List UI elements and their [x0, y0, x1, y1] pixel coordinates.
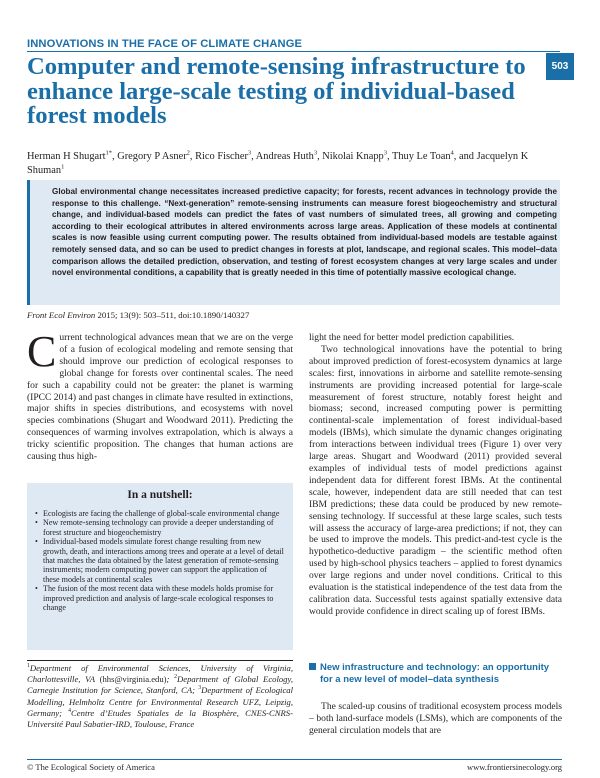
section-tag: INNOVATIONS IN THE FACE OF CLIMATE CHANGE [27, 38, 303, 50]
nutshell-list [35, 509, 285, 612]
right-column [309, 332, 562, 618]
nutshell-item: • Individual-based models simulate forest change resulting from new growth, death, and interactions among trees and operate at a level of detail that matches the data obtained by the latest generation of remote-sensing instruments; modern computing power can support the application of these models at continental scales [35, 537, 284, 584]
paragraph-two: Two technological innovations have the potential to bring about improved prediction of forest-ecosystem dynamics at large scales: first, innovations in airborne and satellite remote-sensing instruments are providing increased potential for large-scale measurement of forest structure, notably forest height and biomass; second, increased computing power is permitting continental-scale implementation of forest individual-based models (IBMs), which simulate the dynamic changes originating from interactions between individual trees (Figure 1) over very large areas. Shugart and Woodward (2011) provided several examples of individual tests of model predictions against independent data for different forest IBMs. At the continental scale, however, independent data are still needed that can test IBM predictions; these data could be produced by new remote-sensing technology. If successful at these large scales, such tests will assess the accuracy of large-area predictions; if not, they can be used to improve the models. This predict-and-test cycle is the hypothetico-deductive paradigm – the scientific method often used by high-school physics teachers – applied to forest dynamics over large regions and under novel conditions. Critical to this evaluation is the statistical independence of the test data from the calibration data. Successful tests against spatially extensive data would provide confidence in direct scaling up of forest IBMs. [309, 343, 562, 617]
author-affiliation-marker: 4 [450, 149, 454, 157]
author-list: Herman H Shugart$^{1*}$, Gregory P Asner$^2$, Rico Fischer$^3$, Andreas Huth$^3$, Nikolai Knapp$^3$, Thuy Le Toan$^4$, and Jacquelyn K Shuman$^1$ [27, 149, 529, 176]
abstract-text: Global environmental change necessitates increased predictive capacity; for forests, recent advances in technology provide the response to this challenge. “Next-generation” remote-sensing instruments can measure forest biogeochemistry and structural change, and individual-based models can predict the fates of vast numbers of simulated trees, all growing and competing according to their ecological attributes in altered environments across large areas. Application of these models at continental scales is now feasible using current computing power. The results obtained from individual-based models are testable against remotely sensed data, and so can be used to predict changes in forests at plot, landscape, and regional scales. This model–data comparison allows the detailed prediction, observation, and testing of forest ecosystem changes at very large scales and under novel environmental conditions, a capability that is greatly needed in this time of potentially massive ecological change. [52, 187, 557, 278]
author-affiliation-marker: 2 [186, 149, 190, 157]
author-name: Thuy Le Toan [392, 151, 451, 162]
author-affiliation-marker: 3 [313, 149, 318, 157]
author-name: Nikolai Knapp [322, 151, 384, 162]
drop-cap: C [27, 327, 57, 376]
page-number-tab: 503 [546, 53, 574, 80]
affiliations: $^1$Department of Environmental Sciences, University of Virginia, Charlottesville, VA (hhs@virginia.edu); $^2$Department of Global Ecology, Carnegie Institution for Science, Stanford, CA; $^3$Department of Ecological Modelling, Helmholtz Centre for Environmental Research UFZ, Leipzig, Germany; $^4$Centre d’Etudes Spatiales de la Biosphère, CNES-CNRS-Université Paul Sabatier-IRD, Toulouse, France [27, 663, 293, 730]
nutshell-item: • Ecologists are facing the challenge of global-scale environmental change [35, 509, 280, 518]
intro-paragraph [27, 327, 293, 463]
author-affiliation-marker: 1* [105, 149, 112, 157]
author-name: Herman H Shugart [27, 151, 106, 162]
citation-line [27, 310, 249, 320]
footer-copyright: © The Ecological Society of America [27, 762, 155, 772]
author-affiliation-marker: 1 [61, 163, 65, 171]
footer-website: www.frontiersinecology.org [466, 762, 562, 772]
author-name: Andreas Huth [255, 151, 314, 162]
nutshell-item: • The fusion of the most recent data with these models holds promise for improved prediction and analysis of large-scale ecological responses to change [35, 584, 274, 613]
nutshell-title: In a nutshell: [127, 489, 193, 501]
bullet-icon: • [35, 584, 38, 594]
author-affiliation-marker: 3 [247, 149, 252, 157]
article-title: Computer and remote-sensing infrastructure to enhance large-scale testing of individual-based forest models [27, 53, 526, 129]
intro-continued: light the need for better model prediction capabilities. [309, 332, 515, 343]
citation-details: 2015; 13(9): 503–511, doi:10.1890/140327 [95, 310, 250, 320]
nutshell-box [27, 483, 293, 650]
footer-rule [27, 759, 562, 760]
lower-right-text [309, 701, 562, 737]
section-subheading: New infrastructure and technology: an opportunity for a new level of model–data synthesis [309, 662, 562, 687]
bullet-icon: • [35, 518, 38, 528]
left-column [27, 327, 293, 463]
square-bullet-icon [309, 663, 316, 670]
author-name: Jacquelyn K Shuman [27, 151, 529, 176]
abstract-box [27, 180, 560, 305]
citation-journal: Front Ecol Environ [27, 310, 96, 320]
nutshell-item: • New remote-sensing technology can provide a deeper understanding of forest structure and biogeochemistry [35, 518, 274, 537]
bullet-icon: • [35, 537, 38, 547]
author-name: Rico Fischer [195, 151, 248, 162]
author-affiliation-marker: 3 [383, 149, 387, 157]
author-name: Gregory P Asner [117, 151, 187, 162]
paragraph-three: The scaled-up cousins of traditional ecosystem process models – both land-surface models (LSMs), which are components of the general circulation models that are [309, 701, 562, 736]
intro-text: urrent technological advances mean that we are on the verge of a fusion of ecological modeling and remote sensing that should improve our prediction of ecological responses to global change for forests over continental scales. The need for such a capability could not be greater: the planet is warming (IPCC 2014) and past changes in climate have resulted in extinctions, major shifts in species distributions, and ecosystems with novel species combinations (Shugart and Woodward 2011). Predicting the consequences of warming involves extrapolation, which is always a tricky scientific proposition. The changes that human actions are causing thus high- [27, 332, 293, 463]
header-rule [27, 51, 560, 52]
bullet-icon: • [35, 509, 38, 518]
affiliation-rule [27, 660, 293, 661]
